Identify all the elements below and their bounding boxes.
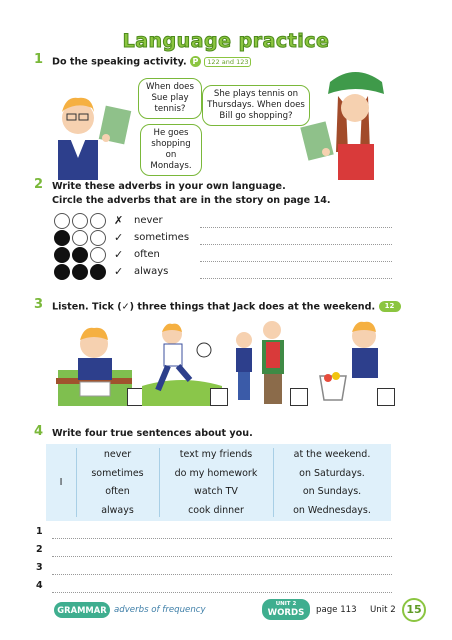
check-icon: ✓ — [114, 231, 124, 244]
exercise-4-instruction: Write four true sentences about you. — [52, 428, 253, 439]
grammar-topic: adverbs of frequency — [114, 605, 206, 615]
unit-label: Unit 2 — [370, 605, 396, 615]
frequency-circle — [72, 247, 88, 263]
exercise-1-page-ref: 122 and 123 — [204, 57, 251, 67]
frequency-circle — [54, 264, 70, 280]
translation-line[interactable] — [200, 227, 392, 228]
frequency-circle — [72, 213, 88, 229]
boy-writing-picture — [56, 322, 134, 406]
frequency-circle — [72, 230, 88, 246]
exercise-4-number: 4 — [34, 424, 44, 439]
line-number: 4 — [36, 580, 43, 591]
translation-line[interactable] — [200, 244, 392, 245]
girl-with-card-illustration — [300, 62, 405, 180]
frequency-circle — [54, 247, 70, 263]
audio-icon[interactable] — [379, 301, 401, 312]
words-page-ref: page 113 — [316, 605, 357, 615]
frequency-circle — [54, 213, 70, 229]
sentence-table — [46, 444, 391, 521]
adverb-word[interactable]: sometimes — [134, 232, 190, 243]
line-number: 2 — [36, 544, 43, 555]
tick-box-4[interactable] — [377, 388, 395, 406]
boy-and-man-walking-picture — [232, 318, 298, 408]
adverb-word[interactable]: often — [134, 249, 160, 260]
cross-icon: ✗ — [114, 214, 124, 227]
table-cell-activities: watch TV — [194, 486, 238, 497]
table-cell-adverbs: sometimes — [91, 467, 144, 479]
sentence-line[interactable] — [52, 538, 392, 539]
frequency-circle — [54, 230, 70, 246]
line-number: 3 — [36, 562, 43, 573]
tick-box-2[interactable] — [210, 388, 228, 406]
table-cell-activities: text my friends — [179, 449, 253, 460]
table-cell-activities: cook dinner — [188, 504, 244, 516]
grammar-badge: GRAMMAR — [54, 602, 110, 618]
exercise-1-instruction — [52, 56, 251, 68]
page-number: 15 — [402, 598, 426, 622]
line-number: 1 — [36, 526, 43, 537]
table-subject: I — [59, 477, 63, 488]
table-cell-times: on Sundays. — [302, 486, 362, 497]
page-title: Language practice — [122, 30, 330, 52]
frequency-circle — [90, 264, 106, 280]
sentence-line[interactable] — [52, 574, 392, 575]
exercise-2-number: 2 — [34, 177, 44, 192]
exercise-2-instruction-1: Write these adverbs in your own language. — [52, 181, 286, 192]
table-cell-adverbs: often — [105, 486, 130, 497]
table-cell-adverbs: never — [103, 449, 132, 460]
tick-box-3[interactable] — [290, 388, 308, 406]
sentence-line[interactable] — [52, 592, 392, 593]
translation-line[interactable] — [200, 278, 392, 279]
exercise-3-instruction — [52, 301, 401, 313]
table-cell-times: on Saturdays. — [299, 467, 365, 479]
translation-line[interactable] — [200, 261, 392, 262]
table-cell-adverbs: always — [101, 504, 134, 516]
exercise-3-number: 3 — [34, 297, 44, 312]
audio-track-number: 12 — [384, 302, 395, 310]
adverb-word[interactable]: never — [134, 215, 163, 226]
words-badge-unit: UNIT 2 — [275, 601, 297, 607]
speech-bubble-girl: She plays tennis on Thursdays. When does Bill go shopping? — [202, 85, 310, 126]
check-icon: ✓ — [114, 265, 124, 278]
speaking-badge: P — [190, 56, 201, 67]
speech-bubble-question: When does Sue play tennis? — [138, 78, 202, 119]
exercise-1-number: 1 — [34, 52, 44, 67]
frequency-circle — [90, 230, 106, 246]
exercise-1-text: Do the speaking activity. — [52, 56, 187, 68]
sentence-line[interactable] — [52, 556, 392, 557]
frequency-circle — [90, 247, 106, 263]
table-cell-times: at the weekend. — [293, 449, 371, 460]
words-badge — [262, 599, 310, 620]
speech-bubble-answer: He goes shopping on Mondays. — [140, 124, 202, 176]
boy-with-card-illustration — [48, 80, 138, 180]
words-badge-label: WORDS — [267, 608, 305, 618]
exercise-2-instruction-2: Circle the adverbs that are in the story on page 14. — [52, 195, 331, 206]
table-cell-times: on Wednesdays. — [293, 504, 371, 516]
check-icon: ✓ — [114, 248, 124, 261]
table-cell-activities: do my homework — [174, 467, 258, 479]
adverb-word[interactable]: always — [134, 266, 169, 277]
frequency-circle — [90, 213, 106, 229]
frequency-circle — [72, 264, 88, 280]
exercise-3-text: Listen. Tick (✓) three things that Jack does at the weekend. — [52, 301, 376, 313]
